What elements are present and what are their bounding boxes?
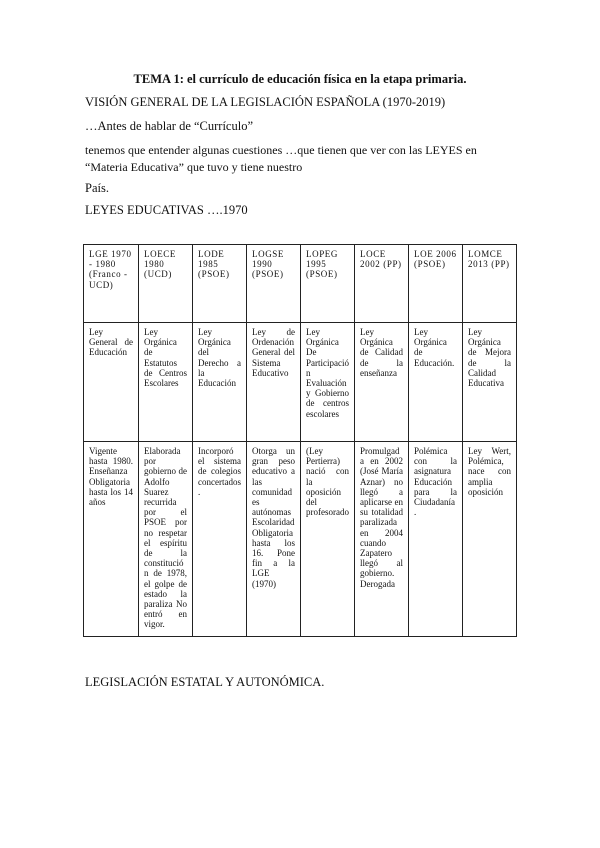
table-cell: LOCE 2002 (PP) (355, 245, 409, 323)
intro-line-1: …Antes de hablar de “Currículo” (85, 119, 253, 133)
laws-table (83, 244, 517, 637)
footer-heading: LEGISLACIÓN ESTATAL Y AUTONÓMICA. (85, 675, 325, 689)
table-cell: Ley Orgánica de Mejora de la Calidad Educativa (463, 323, 517, 442)
table-cell: LOMCE 2013 (PP) (463, 245, 517, 323)
document-title: TEMA 1: el currículo de educación física en la etapa primaria. (133, 72, 467, 86)
table-cell: LOGSE 1990 (PSOE) (247, 245, 301, 323)
table-cell: LOPEG 1995 (PSOE) (301, 245, 355, 323)
table-cell: Ley Wert, Polémica, nace con amplia oposición (463, 442, 517, 637)
intro-paragraph: tenemos que entender algunas cuestiones …que tienen que ver con las LEYES en “Materia Educativa” que tuvo y tiene nuestro (85, 143, 477, 174)
table-cell: Ley Orgánica de Calidad de la enseñanza (355, 323, 409, 442)
table-cell: Polémica con la asignatura Educación para la Ciudadanía. (409, 442, 463, 637)
table-cell: Incorporó el sistema de colegios concertados. (193, 442, 247, 637)
laws-heading: LEYES EDUCATIVAS ….1970 (85, 203, 248, 217)
table-row (84, 323, 517, 442)
table-cell: LOECE 1980 (UCD) (139, 245, 193, 323)
table-row (84, 442, 517, 637)
table-cell: Ley Orgánica de Estatutos de Centros Escolares (139, 323, 193, 442)
table-cell: LODE 1985 (PSOE) (193, 245, 247, 323)
table-cell: Ley Orgánica de Educación. (409, 323, 463, 442)
table-cell: Elaborada por gobierno de Adolfo Suarez recurrida por el PSOE por no respetar el espíritu de la constitución de 1978, el golpe de estado la paraliza No entró en vigor. (139, 442, 193, 637)
table-cell: LGE 1970 - 1980 (Franco - UCD) (84, 245, 139, 323)
table-cell: LOE 2006 (PSOE) (409, 245, 463, 323)
intro-line-3: País. (85, 181, 109, 195)
table-cell: Ley Orgánica del Derecho a la Educación (193, 323, 247, 442)
table-cell: Ley de Ordenación General del Sistema Educativo (247, 323, 301, 442)
table-cell: (Ley Pertierra) nació con la oposición del profesorado (301, 442, 355, 637)
table-row (84, 245, 517, 323)
table-cell: Vigente hasta 1980. Enseñanza Obligatoria hasta los 14 años (84, 442, 139, 637)
table-cell: Ley General de Educación (84, 323, 139, 442)
section-heading: VISIÓN GENERAL DE LA LEGISLACIÓN ESPAÑOLA (1970-2019) (85, 95, 446, 109)
table-cell: Otorga un gran peso educativo a las comunidades autónomas Escolaridad Obligatoria hasta los 16. Pone fin a la LGE (1970) (247, 442, 301, 637)
table-cell: Promulgada en 2002 (José María Aznar) no llegó a aplicarse en su totalidad paralizada en 2004 cuando Zapatero llegó al gobierno. Derogada (355, 442, 409, 637)
table-cell: Ley Orgánica De Participación Evaluación y Gobierno de centros escolares (301, 323, 355, 442)
